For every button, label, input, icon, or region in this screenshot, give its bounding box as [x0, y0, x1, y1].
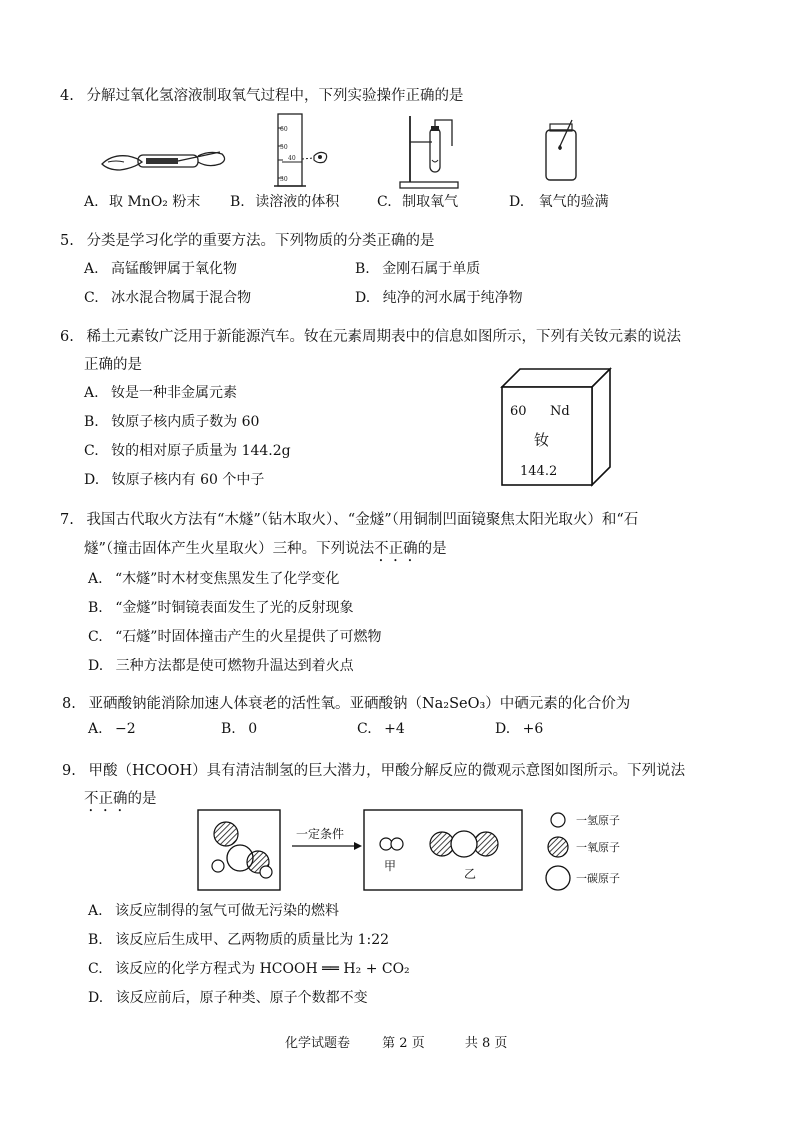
q7-option-b[interactable]: [88, 597, 354, 617]
reaction-condition: 一定条件: [296, 827, 345, 841]
q7-option-a[interactable]: [88, 568, 339, 588]
q9-option-a-key: A.: [88, 903, 103, 919]
q5-option-c[interactable]: [84, 287, 251, 307]
q5-option-a-text: 高锰酸钾属于氧化物: [111, 261, 238, 277]
q6-option-d[interactable]: [84, 469, 264, 489]
footer-total: 共 8 页: [464, 1036, 508, 1051]
element-atomic-number: 60: [510, 404, 527, 419]
scale-40: 40: [288, 155, 296, 162]
figure-graduated-cylinder: [270, 112, 340, 188]
q8-option-b[interactable]: [221, 721, 257, 737]
q9-option-c-key: C.: [88, 961, 103, 977]
q6-option-c-key: C.: [84, 443, 99, 459]
q6-option-b[interactable]: [84, 411, 259, 431]
q7-option-c-text: “石燧”时固体撞击产生的火星提供了可燃物: [115, 629, 382, 645]
q8-option-a[interactable]: [88, 721, 136, 737]
q8-number: 8.: [62, 696, 76, 712]
product-jia: 甲: [384, 859, 397, 873]
q5-option-d-key: D.: [355, 290, 371, 306]
q4-option-c-key: C.: [377, 194, 392, 210]
q7-stem: [60, 508, 638, 529]
atom-legend: [542, 808, 642, 894]
q9-stem: [62, 759, 685, 780]
q9-text-line2: [84, 787, 157, 815]
q7-option-c-key: C.: [88, 629, 103, 645]
q7-number: 7.: [60, 512, 74, 528]
legend-carbon: 一碳原子: [576, 872, 620, 885]
carbon-atom-icon: [546, 866, 570, 890]
q7-text-line2: [84, 537, 447, 565]
q9-option-c[interactable]: [88, 958, 410, 978]
q6-option-d-text: 钕原子核内有 60 个中子: [111, 472, 265, 488]
q5-text: 分类是学习化学的重要方法。下列物质的分类正确的是: [86, 233, 435, 249]
q7-option-d[interactable]: [88, 655, 354, 675]
q7-option-a-text: “木燧”时木材变焦黑发生了化学变化: [115, 571, 340, 587]
scale-30: 30: [280, 176, 288, 183]
q9-option-d-text: 该反应前后，原子种类、原子个数都不变: [115, 990, 368, 1006]
footer-page: 第 2 页: [382, 1036, 425, 1051]
q6-option-a-text: 钕是一种非金属元素: [111, 385, 238, 401]
q9-number: 9.: [62, 763, 76, 779]
q9-option-b-key: B.: [88, 932, 103, 948]
q8-stem: [62, 692, 630, 713]
figure-scoop-powder: [98, 140, 238, 180]
q4-option-c-text: 制取氧气: [402, 194, 459, 210]
q8-option-d-text: +6: [522, 721, 544, 737]
element-cell-nd: [498, 365, 614, 487]
q5-option-c-text: 冰水混合物属于混合物: [111, 290, 252, 306]
q6-text-line1: 稀土元素钕广泛用于新能源汽车。钕在元素周期表中的信息如图所示，下列有关钕元素的说法: [86, 329, 681, 345]
q5-option-d[interactable]: [355, 287, 523, 307]
q6-option-c-text: 钕的相对原子质量为 144.2g: [111, 443, 291, 459]
q8-option-c[interactable]: [357, 721, 405, 737]
q4-option-d[interactable]: [509, 191, 609, 211]
q7-option-a-key: A.: [88, 571, 103, 587]
q8-option-a-text: −2: [115, 721, 136, 737]
q5-option-b[interactable]: [355, 258, 480, 278]
q4-stem: [60, 84, 463, 105]
q8-option-c-text: +4: [384, 721, 405, 737]
legend-hydrogen: 一氢原子: [576, 814, 620, 827]
q7-text-line2a: 燧”（撞击固体产生火星取火）三种。下列说法: [84, 541, 375, 557]
q8-option-d-key: D.: [495, 721, 511, 737]
q6-text-line2: 正确的是: [84, 357, 142, 373]
oxygen-atom-icon: [548, 837, 568, 857]
q7-text-line1: 我国古代取火方法有“木燧”（钻木取火）、“金燧”（用铜制凹面镜聚焦太阳光取火）和“石: [86, 512, 639, 528]
scale-60: 60: [280, 126, 288, 133]
q8-option-c-key: C.: [357, 721, 372, 737]
q4-option-c[interactable]: [377, 191, 458, 211]
q5-option-b-key: B.: [355, 261, 370, 277]
q5-number: 5.: [60, 233, 74, 249]
element-atomic-mass: 144.2: [520, 464, 558, 479]
q6-option-d-key: D.: [84, 472, 100, 488]
q7-emphasis: 不正确: [374, 541, 418, 557]
q6-option-b-key: B.: [84, 414, 99, 430]
q4-option-a-text: 取 MnO₂ 粉末: [109, 194, 201, 210]
q9-option-d[interactable]: [88, 987, 368, 1007]
footer-subject: 化学试题卷: [285, 1036, 351, 1051]
figure-gas-jar: [538, 118, 588, 182]
q4-option-b-key: B.: [230, 194, 245, 210]
q4-text: 分解过氧化氢溶液制取氧气过程中，下列实验操作正确的是: [86, 88, 464, 104]
q9-text-line1: 甲酸（HCOOH）具有清洁制氢的巨大潜力，甲酸分解反应的微观示意图如图所示。下列说法: [88, 763, 686, 779]
q9-emphasis: 不正确: [84, 791, 128, 807]
q4-number: 4.: [60, 88, 74, 104]
q9-option-c-text: 该反应的化学方程式为 HCOOH ══ H₂ + CO₂: [115, 961, 410, 977]
q6-stem: [60, 325, 681, 346]
q4-option-a[interactable]: [84, 191, 200, 211]
q9-option-a[interactable]: [88, 900, 339, 920]
q6-option-a-key: A.: [84, 385, 99, 401]
reaction-diagram: [196, 806, 526, 894]
q4-option-d-text: 氧气的验满: [538, 194, 609, 210]
q5-option-a[interactable]: [84, 258, 237, 278]
q8-option-a-key: A.: [88, 721, 103, 737]
figure-iron-stand: [398, 112, 468, 190]
page-footer: [285, 1032, 507, 1051]
q7-option-c[interactable]: [88, 626, 381, 646]
q8-option-b-text: 0: [248, 721, 258, 737]
q7-option-b-key: B.: [88, 600, 103, 616]
element-symbol: Nd: [550, 404, 570, 419]
q6-number: 6.: [60, 329, 74, 345]
q4-option-d-key: D.: [509, 194, 525, 210]
legend-oxygen: 一氧原子: [576, 841, 620, 854]
q6-option-b-text: 钕原子核内质子数为 60: [111, 414, 260, 430]
q8-option-d[interactable]: [495, 721, 543, 737]
scale-50: 50: [280, 144, 288, 151]
q6-option-c[interactable]: [84, 440, 291, 460]
q9-option-b[interactable]: [88, 929, 389, 949]
q8-text: 亚硒酸钠能消除加速人体衰老的活性氧。亚硒酸钠（Na₂SeO₃）中硒元素的化合价为: [88, 696, 631, 712]
q5-option-d-text: 纯净的河水属于纯净物: [382, 290, 523, 306]
q6-option-a[interactable]: [84, 382, 237, 402]
hydrogen-atom-icon: [551, 813, 565, 827]
q5-option-c-key: C.: [84, 290, 99, 306]
q7-option-d-key: D.: [88, 658, 104, 674]
q8-option-b-key: B.: [221, 721, 236, 737]
q5-stem: [60, 229, 434, 250]
q7-option-d-text: 三种方法都是使可燃物升温达到着火点: [115, 658, 354, 674]
q9-option-d-key: D.: [88, 990, 104, 1006]
q4-option-b-text: 读溶液的体积: [255, 194, 340, 210]
q7-text-line2c: 的是: [417, 541, 447, 557]
q9-text-line2b: 的是: [127, 791, 157, 807]
q5-option-a-key: A.: [84, 261, 99, 277]
product-yi: 乙: [464, 867, 477, 881]
q4-option-b[interactable]: [230, 191, 339, 211]
q5-option-b-text: 金刚石属于单质: [382, 261, 481, 277]
q9-option-a-text: 该反应制得的氢气可做无污染的燃料: [115, 903, 340, 919]
q4-option-a-key: A.: [84, 194, 99, 210]
q7-option-b-text: “金燧”时铜镜表面发生了光的反射现象: [115, 600, 354, 616]
element-name: 钕: [534, 431, 550, 449]
q9-option-b-text: 该反应后生成甲、乙两物质的质量比为 1:22: [115, 932, 390, 948]
